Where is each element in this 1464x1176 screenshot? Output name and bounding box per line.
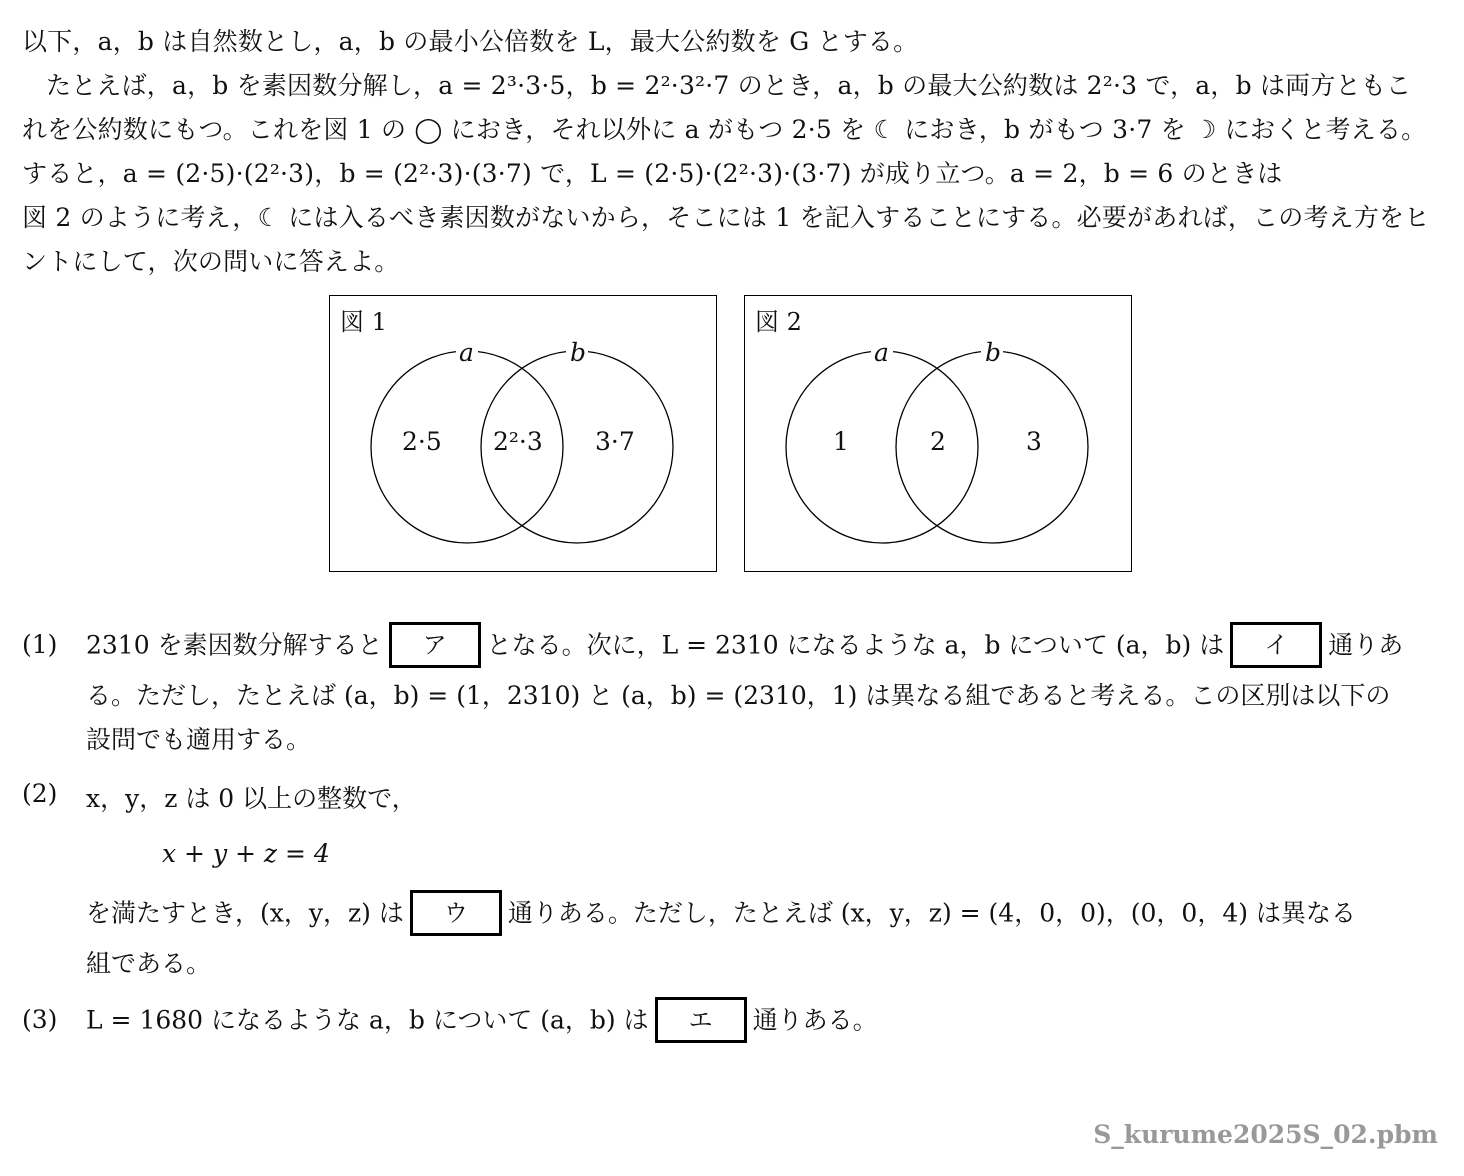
intro-line-5: 図 2 のように考え，☾ には入るべき素因数がないから，そこには 1 を記入することにする。必要があれば，この考え方をヒ xyxy=(22,203,1430,232)
intro-line-1: 以下，a，b は自然数とし，a，b の最小公倍数を L，最大公約数を G とする。 xyxy=(22,27,919,56)
figure-2-region-right: 3 xyxy=(1026,427,1042,456)
q3-number: (3) xyxy=(22,1005,58,1034)
intro-line-3: れを公約数にもつ。これを図 1 の ◯ におき，それ以外に a がもつ 2·5 を ☾ におき，b がもつ 3·7 を ☽ におくと考える。 xyxy=(22,115,1427,144)
q3-text-a: L = 1680 になるような a，b について (a，b) は xyxy=(86,1005,649,1035)
q1-line-3: 設問でも適用する。 xyxy=(86,725,312,754)
q1-line-1 xyxy=(86,624,1403,670)
figure-1 xyxy=(329,295,717,572)
intro-line-6: ントにして，次の問いに答えよ。 xyxy=(22,247,400,276)
q1-text-b: となる。次に，L = 2310 になるような a，b について (a，b) は xyxy=(486,630,1225,660)
q3-text-b: 通りある。 xyxy=(752,1005,878,1035)
figure-1-region-middle: 2²·3 xyxy=(493,427,543,456)
figure-2-label-b: b xyxy=(985,338,1002,367)
q2-text-b: 通りある。ただし，たとえば (x，y，z) = (4，0，0)，(0，0，4) は異なる xyxy=(507,898,1356,928)
q2-text-a: を満たすとき，(x，y，z) は xyxy=(86,898,404,928)
q1-number: (1) xyxy=(22,630,58,659)
figure-1-title: 図 1 xyxy=(340,308,387,336)
q2-line-2 xyxy=(86,892,1356,938)
figure-2-region-left: 1 xyxy=(833,427,849,456)
file-label: S_kurume2025S_02.pbm xyxy=(1093,1120,1438,1149)
q1-text-c: 通りあ xyxy=(1328,630,1404,660)
answer-box-e[interactable]: エ xyxy=(655,997,747,1043)
intro-line-4: すると，a = (2·5)·(2²·3)，b = (2²·3)·(3·7) で，L = (2·5)·(2²·3)·(3·7) が成り立つ。a = 2，b = 6 のときは xyxy=(22,159,1283,188)
circle-b xyxy=(896,351,1088,543)
answer-box-a[interactable]: ア xyxy=(389,622,481,668)
figure-2-title: 図 2 xyxy=(755,308,802,336)
q2-line-1: x，y，z は 0 以上の整数で， xyxy=(86,784,417,813)
circle-a xyxy=(786,351,978,543)
figure-2-region-middle: 2 xyxy=(930,427,946,456)
figure-1-label-b: b xyxy=(570,338,587,367)
answer-box-i[interactable]: イ xyxy=(1230,622,1322,668)
answer-box-u[interactable]: ウ xyxy=(410,890,502,936)
q2-number: (2) xyxy=(22,779,58,808)
figure-2 xyxy=(744,295,1132,572)
figure-1-region-right: 3·7 xyxy=(595,427,635,456)
intro-line-2: たとえば，a，b を素因数分解し，a = 2³·3·5，b = 2²·3²·7 のとき，a，b の最大公約数は 2²·3 で，a，b は両方ともこ xyxy=(46,71,1412,100)
q2-equation: x + y + z = 4 xyxy=(162,839,330,868)
q1-line-2: る。ただし，たとえば (a，b) = (1，2310) と (a，b) = (2310，1) は異なる組であると考える。この区別は以下の xyxy=(86,681,1391,710)
q1-text-a: 2310 を素因数分解すると xyxy=(86,630,383,660)
figure-1-label-a: a xyxy=(459,338,474,367)
figure-1-region-left: 2·5 xyxy=(402,427,442,456)
figure-2-label-a: a xyxy=(874,338,889,367)
q2-line-3: 組である。 xyxy=(86,949,212,978)
q3-line-1 xyxy=(86,999,878,1045)
